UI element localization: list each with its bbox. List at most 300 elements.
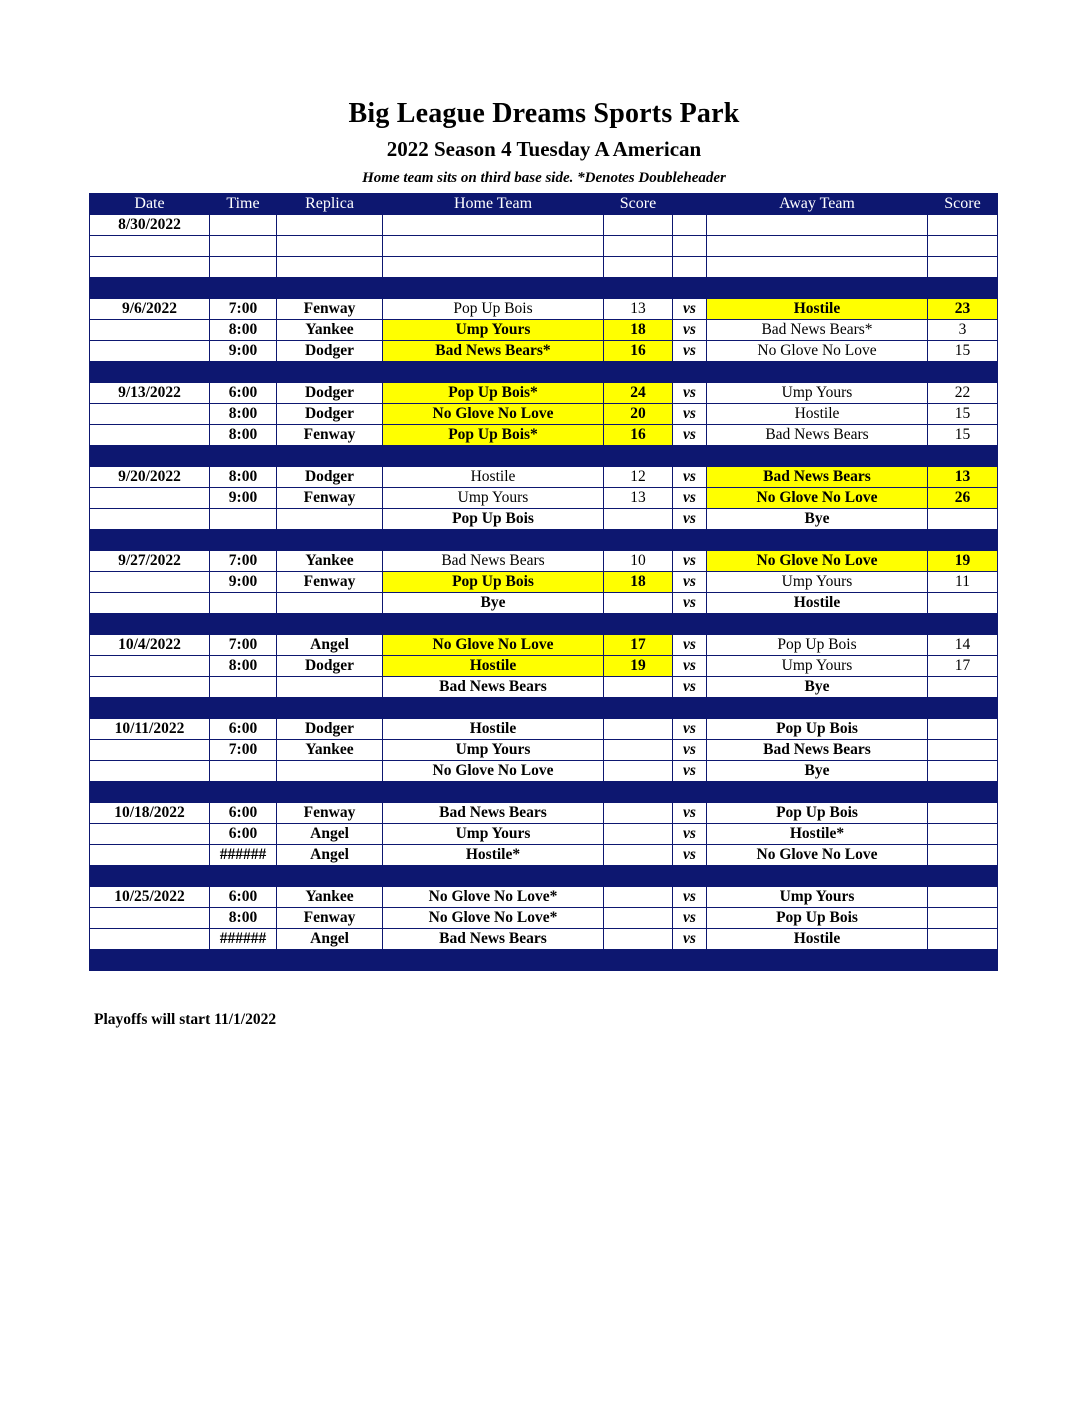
replica-cell: Yankee bbox=[277, 320, 383, 341]
home-team-cell: Pop Up Bois bbox=[383, 509, 604, 530]
separator-cell bbox=[604, 446, 673, 467]
separator-cell bbox=[707, 278, 928, 299]
separator-cell bbox=[673, 698, 707, 719]
table-row bbox=[90, 320, 998, 341]
away-team-cell: Bad News Bears* bbox=[707, 320, 928, 341]
away-team-cell: Hostile bbox=[707, 404, 928, 425]
away-score-cell: 19 bbox=[928, 551, 998, 572]
home-team-cell bbox=[383, 257, 604, 278]
replica-cell: Fenway bbox=[277, 803, 383, 824]
separator-cell bbox=[277, 614, 383, 635]
separator-cell bbox=[707, 866, 928, 887]
home-team-cell: Pop Up Bois bbox=[383, 299, 604, 320]
vs-cell bbox=[673, 257, 707, 278]
replica-cell: Dodger bbox=[277, 341, 383, 362]
date-cell bbox=[90, 509, 210, 530]
home-team-cell: Ump Yours bbox=[383, 488, 604, 509]
separator-cell bbox=[707, 446, 928, 467]
time-cell: 9:00 bbox=[210, 488, 277, 509]
home-score-cell bbox=[604, 761, 673, 782]
replica-cell: Fenway bbox=[277, 488, 383, 509]
replica-cell: Yankee bbox=[277, 551, 383, 572]
away-team-cell: Bye bbox=[707, 677, 928, 698]
table-row bbox=[90, 740, 998, 761]
date-cell bbox=[90, 656, 210, 677]
date-cell bbox=[90, 488, 210, 509]
away-score-cell bbox=[928, 887, 998, 908]
away-score-cell bbox=[928, 761, 998, 782]
replica-cell: Dodger bbox=[277, 467, 383, 488]
separator-cell bbox=[707, 362, 928, 383]
home-team-cell: No Glove No Love* bbox=[383, 887, 604, 908]
week-separator-row bbox=[90, 950, 998, 971]
separator-cell bbox=[383, 446, 604, 467]
separator-cell bbox=[673, 362, 707, 383]
table-row bbox=[90, 593, 998, 614]
date-cell bbox=[90, 236, 210, 257]
table-row bbox=[90, 887, 998, 908]
home-score-cell: 17 bbox=[604, 635, 673, 656]
away-team-cell: Hostile bbox=[707, 299, 928, 320]
separator-cell bbox=[928, 446, 998, 467]
separator-cell bbox=[604, 530, 673, 551]
home-team-cell: Ump Yours bbox=[383, 320, 604, 341]
home-score-cell: 18 bbox=[604, 572, 673, 593]
home-score-cell bbox=[604, 719, 673, 740]
home-score-cell: 20 bbox=[604, 404, 673, 425]
home-team-cell: Pop Up Bois bbox=[383, 572, 604, 593]
table-row bbox=[90, 929, 998, 950]
home-score-cell: 12 bbox=[604, 467, 673, 488]
away-team-cell: Hostile* bbox=[707, 824, 928, 845]
date-cell: 10/4/2022 bbox=[90, 635, 210, 656]
separator-cell bbox=[90, 614, 210, 635]
table-row bbox=[90, 761, 998, 782]
away-score-cell bbox=[928, 215, 998, 236]
away-team-cell: Bad News Bears bbox=[707, 740, 928, 761]
separator-cell bbox=[673, 614, 707, 635]
vs-cell: vs bbox=[673, 383, 707, 404]
date-cell: 9/6/2022 bbox=[90, 299, 210, 320]
time-cell: 7:00 bbox=[210, 635, 277, 656]
time-cell: 6:00 bbox=[210, 803, 277, 824]
table-row bbox=[90, 404, 998, 425]
schedule-table bbox=[89, 193, 998, 971]
separator-cell bbox=[673, 950, 707, 971]
away-score-cell bbox=[928, 719, 998, 740]
home-score-cell: 16 bbox=[604, 425, 673, 446]
time-cell bbox=[210, 236, 277, 257]
separator-cell bbox=[928, 530, 998, 551]
time-cell: 8:00 bbox=[210, 656, 277, 677]
away-team-cell bbox=[707, 236, 928, 257]
away-team-cell: No Glove No Love bbox=[707, 551, 928, 572]
vs-cell: vs bbox=[673, 887, 707, 908]
separator-cell bbox=[210, 446, 277, 467]
separator-cell bbox=[277, 278, 383, 299]
vs-cell: vs bbox=[673, 824, 707, 845]
separator-cell bbox=[90, 530, 210, 551]
separator-cell bbox=[210, 362, 277, 383]
home-score-cell: 18 bbox=[604, 320, 673, 341]
away-score-cell: 15 bbox=[928, 425, 998, 446]
col-header-replica: Replica bbox=[277, 194, 383, 215]
vs-cell: vs bbox=[673, 551, 707, 572]
vs-cell: vs bbox=[673, 299, 707, 320]
away-score-cell: 11 bbox=[928, 572, 998, 593]
home-score-cell bbox=[604, 845, 673, 866]
separator-cell bbox=[604, 278, 673, 299]
home-score-cell: 13 bbox=[604, 488, 673, 509]
time-cell: 6:00 bbox=[210, 887, 277, 908]
home-team-cell bbox=[383, 215, 604, 236]
time-cell: 6:00 bbox=[210, 824, 277, 845]
home-score-cell bbox=[604, 803, 673, 824]
home-team-cell: Hostile bbox=[383, 719, 604, 740]
vs-cell: vs bbox=[673, 404, 707, 425]
date-cell: 10/25/2022 bbox=[90, 887, 210, 908]
vs-cell: vs bbox=[673, 593, 707, 614]
vs-cell: vs bbox=[673, 572, 707, 593]
vs-cell: vs bbox=[673, 908, 707, 929]
home-team-cell: Bad News Bears bbox=[383, 677, 604, 698]
vs-cell: vs bbox=[673, 320, 707, 341]
time-cell: 8:00 bbox=[210, 908, 277, 929]
table-row bbox=[90, 299, 998, 320]
separator-cell bbox=[383, 278, 604, 299]
replica-cell: Dodger bbox=[277, 383, 383, 404]
replica-cell: Fenway bbox=[277, 299, 383, 320]
time-cell: 8:00 bbox=[210, 320, 277, 341]
time-cell: ###### bbox=[210, 929, 277, 950]
home-score-cell bbox=[604, 740, 673, 761]
date-cell bbox=[90, 677, 210, 698]
col-header-home-team: Home Team bbox=[383, 194, 604, 215]
playoffs-note: Playoffs will start 11/1/2022 bbox=[94, 1011, 277, 1028]
time-cell: 8:00 bbox=[210, 425, 277, 446]
separator-cell bbox=[383, 614, 604, 635]
away-team-cell: Pop Up Bois bbox=[707, 803, 928, 824]
home-score-cell bbox=[604, 236, 673, 257]
time-cell: 6:00 bbox=[210, 719, 277, 740]
away-team-cell: Hostile bbox=[707, 929, 928, 950]
away-score-cell bbox=[928, 824, 998, 845]
home-score-cell bbox=[604, 929, 673, 950]
away-score-cell bbox=[928, 257, 998, 278]
separator-cell bbox=[707, 782, 928, 803]
date-cell: 9/27/2022 bbox=[90, 551, 210, 572]
separator-cell bbox=[383, 530, 604, 551]
away-team-cell: Bye bbox=[707, 509, 928, 530]
home-team-cell: No Glove No Love bbox=[383, 761, 604, 782]
week-separator-row bbox=[90, 698, 998, 719]
vs-cell bbox=[673, 215, 707, 236]
schedule-note: Home team sits on third base side. *Denotes Doubleheader bbox=[362, 170, 726, 186]
table-row bbox=[90, 383, 998, 404]
replica-cell: Angel bbox=[277, 845, 383, 866]
date-cell bbox=[90, 320, 210, 341]
vs-cell: vs bbox=[673, 341, 707, 362]
time-cell: ###### bbox=[210, 845, 277, 866]
away-team-cell: Ump Yours bbox=[707, 887, 928, 908]
table-row bbox=[90, 215, 998, 236]
away-team-cell: Ump Yours bbox=[707, 572, 928, 593]
date-cell: 9/13/2022 bbox=[90, 383, 210, 404]
home-team-cell: No Glove No Love bbox=[383, 635, 604, 656]
time-cell bbox=[210, 593, 277, 614]
table-row bbox=[90, 257, 998, 278]
date-cell bbox=[90, 593, 210, 614]
date-cell: 8/30/2022 bbox=[90, 215, 210, 236]
away-team-cell: Bad News Bears bbox=[707, 425, 928, 446]
replica-cell bbox=[277, 593, 383, 614]
separator-cell bbox=[90, 278, 210, 299]
vs-cell: vs bbox=[673, 929, 707, 950]
away-team-cell: Ump Yours bbox=[707, 383, 928, 404]
home-team-cell: Bad News Bears bbox=[383, 551, 604, 572]
separator-cell bbox=[277, 866, 383, 887]
away-score-cell: 14 bbox=[928, 635, 998, 656]
date-cell: 10/11/2022 bbox=[90, 719, 210, 740]
vs-cell: vs bbox=[673, 677, 707, 698]
replica-cell: Fenway bbox=[277, 572, 383, 593]
table-row bbox=[90, 803, 998, 824]
vs-cell: vs bbox=[673, 488, 707, 509]
home-team-cell: Hostile bbox=[383, 656, 604, 677]
separator-cell bbox=[383, 950, 604, 971]
home-team-cell: Bad News Bears bbox=[383, 803, 604, 824]
vs-cell: vs bbox=[673, 803, 707, 824]
separator-cell bbox=[210, 950, 277, 971]
away-team-cell: No Glove No Love bbox=[707, 845, 928, 866]
replica-cell bbox=[277, 509, 383, 530]
separator-cell bbox=[210, 698, 277, 719]
page-subtitle: 2022 Season 4 Tuesday A American bbox=[386, 137, 702, 161]
time-cell: 7:00 bbox=[210, 740, 277, 761]
home-team-cell: Ump Yours bbox=[383, 740, 604, 761]
replica-cell bbox=[277, 236, 383, 257]
away-team-cell: No Glove No Love bbox=[707, 341, 928, 362]
separator-cell bbox=[707, 614, 928, 635]
time-cell bbox=[210, 215, 277, 236]
table-header-row bbox=[90, 194, 998, 215]
replica-cell bbox=[277, 257, 383, 278]
away-team-cell bbox=[707, 215, 928, 236]
separator-cell bbox=[90, 446, 210, 467]
replica-cell: Fenway bbox=[277, 908, 383, 929]
home-score-cell bbox=[604, 593, 673, 614]
separator-cell bbox=[210, 614, 277, 635]
date-cell bbox=[90, 929, 210, 950]
away-team-cell: No Glove No Love bbox=[707, 488, 928, 509]
separator-cell bbox=[90, 362, 210, 383]
separator-cell bbox=[604, 866, 673, 887]
table-row bbox=[90, 467, 998, 488]
separator-cell bbox=[604, 698, 673, 719]
away-team-cell: Pop Up Bois bbox=[707, 719, 928, 740]
separator-cell bbox=[673, 278, 707, 299]
time-cell: 9:00 bbox=[210, 341, 277, 362]
separator-cell bbox=[928, 278, 998, 299]
home-score-cell bbox=[604, 887, 673, 908]
away-score-cell bbox=[928, 929, 998, 950]
home-team-cell: No Glove No Love bbox=[383, 404, 604, 425]
week-separator-row bbox=[90, 278, 998, 299]
home-score-cell: 19 bbox=[604, 656, 673, 677]
time-cell bbox=[210, 257, 277, 278]
away-team-cell: Pop Up Bois bbox=[707, 635, 928, 656]
home-team-cell: Bye bbox=[383, 593, 604, 614]
away-score-cell bbox=[928, 908, 998, 929]
date-cell bbox=[90, 425, 210, 446]
date-cell bbox=[90, 404, 210, 425]
week-separator-row bbox=[90, 530, 998, 551]
home-score-cell: 13 bbox=[604, 299, 673, 320]
date-cell: 10/18/2022 bbox=[90, 803, 210, 824]
separator-cell bbox=[707, 950, 928, 971]
time-cell bbox=[210, 677, 277, 698]
separator-cell bbox=[928, 614, 998, 635]
week-separator-row bbox=[90, 782, 998, 803]
page-title: Big League Dreams Sports Park bbox=[348, 98, 740, 129]
separator-cell bbox=[673, 782, 707, 803]
vs-cell: vs bbox=[673, 845, 707, 866]
vs-cell bbox=[673, 236, 707, 257]
time-cell bbox=[210, 761, 277, 782]
week-separator-row bbox=[90, 866, 998, 887]
table-row bbox=[90, 341, 998, 362]
home-score-cell bbox=[604, 257, 673, 278]
replica-cell bbox=[277, 677, 383, 698]
table-row bbox=[90, 845, 998, 866]
vs-cell: vs bbox=[673, 635, 707, 656]
table-row bbox=[90, 572, 998, 593]
week-separator-row bbox=[90, 446, 998, 467]
table-row bbox=[90, 719, 998, 740]
separator-cell bbox=[210, 278, 277, 299]
separator-cell bbox=[90, 698, 210, 719]
separator-cell bbox=[928, 950, 998, 971]
time-cell: 7:00 bbox=[210, 299, 277, 320]
away-team-cell: Pop Up Bois bbox=[707, 908, 928, 929]
away-score-cell bbox=[928, 740, 998, 761]
separator-cell bbox=[707, 698, 928, 719]
time-cell: 7:00 bbox=[210, 551, 277, 572]
home-team-cell: Ump Yours bbox=[383, 824, 604, 845]
away-score-cell bbox=[928, 593, 998, 614]
col-header-away-team: Away Team bbox=[707, 194, 928, 215]
separator-cell bbox=[277, 950, 383, 971]
separator-cell bbox=[277, 362, 383, 383]
separator-cell bbox=[383, 782, 604, 803]
table-row bbox=[90, 509, 998, 530]
separator-cell bbox=[673, 446, 707, 467]
separator-cell bbox=[928, 698, 998, 719]
date-cell bbox=[90, 572, 210, 593]
away-score-cell: 15 bbox=[928, 404, 998, 425]
away-score-cell: 13 bbox=[928, 467, 998, 488]
separator-cell bbox=[928, 782, 998, 803]
away-team-cell: Bad News Bears bbox=[707, 467, 928, 488]
separator-cell bbox=[928, 362, 998, 383]
home-team-cell: Pop Up Bois* bbox=[383, 383, 604, 404]
away-score-cell: 3 bbox=[928, 320, 998, 341]
away-score-cell bbox=[928, 677, 998, 698]
away-score-cell bbox=[928, 845, 998, 866]
home-team-cell: Hostile* bbox=[383, 845, 604, 866]
vs-cell: vs bbox=[673, 425, 707, 446]
separator-cell bbox=[90, 782, 210, 803]
table-row bbox=[90, 488, 998, 509]
away-team-cell bbox=[707, 257, 928, 278]
separator-cell bbox=[383, 866, 604, 887]
date-cell bbox=[90, 761, 210, 782]
separator-cell bbox=[210, 530, 277, 551]
vs-cell: vs bbox=[673, 740, 707, 761]
table-row bbox=[90, 908, 998, 929]
separator-cell bbox=[210, 782, 277, 803]
date-cell bbox=[90, 257, 210, 278]
away-score-cell: 23 bbox=[928, 299, 998, 320]
away-score-cell: 22 bbox=[928, 383, 998, 404]
replica-cell: Angel bbox=[277, 635, 383, 656]
replica-cell: Angel bbox=[277, 929, 383, 950]
away-team-cell: Bye bbox=[707, 761, 928, 782]
time-cell: 9:00 bbox=[210, 572, 277, 593]
date-cell bbox=[90, 341, 210, 362]
date-cell bbox=[90, 740, 210, 761]
away-team-cell: Ump Yours bbox=[707, 656, 928, 677]
week-separator-row bbox=[90, 614, 998, 635]
separator-cell bbox=[277, 446, 383, 467]
date-cell bbox=[90, 824, 210, 845]
vs-cell: vs bbox=[673, 761, 707, 782]
separator-cell bbox=[210, 866, 277, 887]
away-score-cell bbox=[928, 803, 998, 824]
table-row bbox=[90, 551, 998, 572]
separator-cell bbox=[383, 698, 604, 719]
separator-cell bbox=[277, 782, 383, 803]
home-score-cell bbox=[604, 908, 673, 929]
away-score-cell bbox=[928, 236, 998, 257]
away-score-cell: 26 bbox=[928, 488, 998, 509]
home-team-cell bbox=[383, 236, 604, 257]
schedule-body bbox=[90, 215, 998, 971]
replica-cell: Dodger bbox=[277, 656, 383, 677]
separator-cell bbox=[673, 866, 707, 887]
home-team-cell: Pop Up Bois* bbox=[383, 425, 604, 446]
separator-cell bbox=[707, 530, 928, 551]
vs-cell: vs bbox=[673, 467, 707, 488]
time-cell: 8:00 bbox=[210, 404, 277, 425]
home-team-cell: Hostile bbox=[383, 467, 604, 488]
replica-cell: Angel bbox=[277, 824, 383, 845]
table-row bbox=[90, 677, 998, 698]
table-row bbox=[90, 824, 998, 845]
time-cell: 6:00 bbox=[210, 383, 277, 404]
home-score-cell: 24 bbox=[604, 383, 673, 404]
table-row bbox=[90, 635, 998, 656]
separator-cell bbox=[90, 950, 210, 971]
replica-cell: Dodger bbox=[277, 404, 383, 425]
replica-cell bbox=[277, 215, 383, 236]
col-header-date: Date bbox=[90, 194, 210, 215]
home-score-cell bbox=[604, 509, 673, 530]
away-score-cell: 17 bbox=[928, 656, 998, 677]
away-score-cell: 15 bbox=[928, 341, 998, 362]
col-header-away-score: Score bbox=[928, 194, 998, 215]
home-score-cell bbox=[604, 824, 673, 845]
